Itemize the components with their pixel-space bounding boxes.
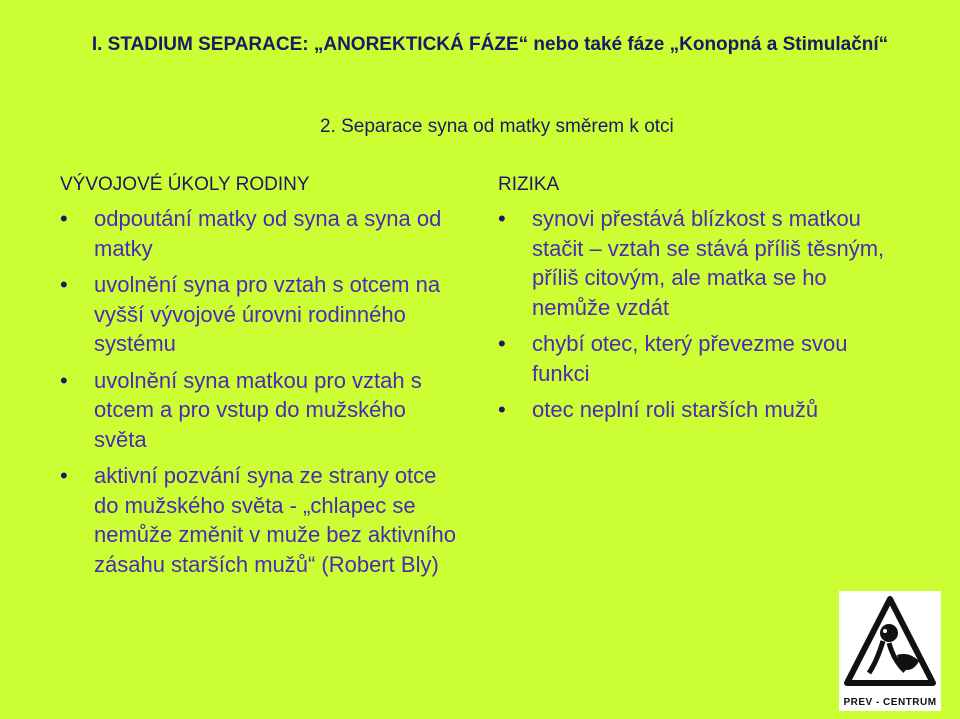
slide-subtitle: 2. Separace syna od matky směrem k otci [320,116,674,137]
logo-triangle-icon [839,591,941,691]
right-item-2: • chybí otec, který převezme svou funkci [498,329,898,388]
slide-title: I. STADIUM SEPARACE: „ANOREKTICKÁ FÁZE“ nebo také fáze „Konopná a Stimulační“ [91,34,889,55]
left-item-4: • aktivní pozvání syna ze strany otce do mužského světa - „chlapec se nemůže změnit v muže bez aktivního zásahu starších mužů“ (Robert Bly) [60,461,460,579]
right-column-heading: RIZIKA [498,174,560,195]
left-bullet-list [60,204,460,586]
left-item-1: • odpoutání matky od syna a syna od matky [60,204,460,263]
right-item-3: • otec neplní roli starších mužů [498,395,898,425]
prev-centrum-logo [839,591,941,711]
right-item-1: • synovi přestává blízkost s matkou stačit – vztah se stává příliš těsným, příliš citovým, ale matka se ho nemůže vzdát [498,204,898,322]
left-column-heading: VÝVOJOVÉ ÚKOLY RODINY [60,174,310,195]
left-item-2: • uvolnění syna pro vztah s otcem na vyšší vývojové úrovni rodinného systému [60,270,460,359]
left-item-3: • uvolnění syna matkou pro vztah s otcem a pro vstup do mužského světa [60,366,460,455]
right-bullet-list [498,204,898,432]
logo-label: PREV - CENTRUM [843,697,937,708]
